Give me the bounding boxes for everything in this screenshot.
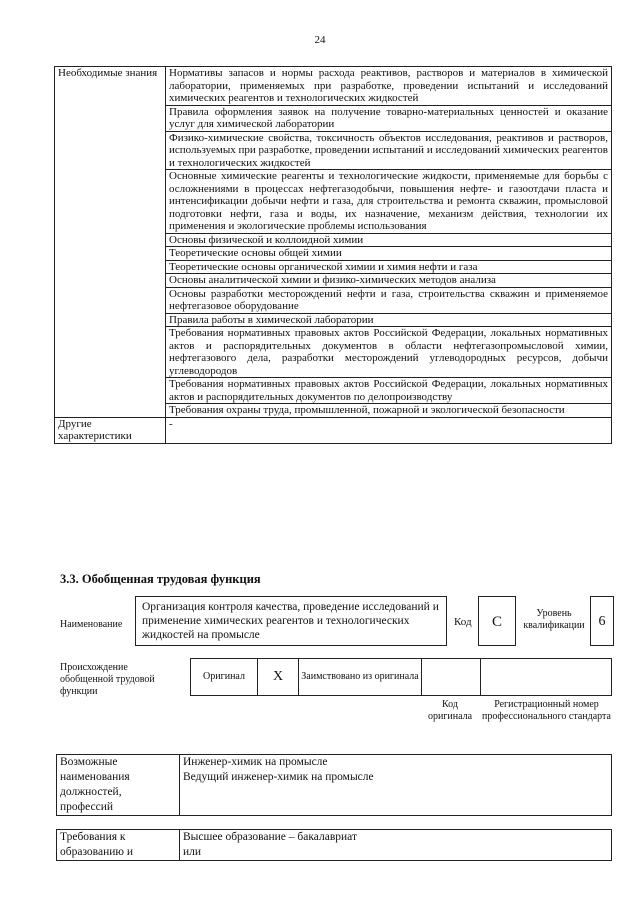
knowledge-item: Основные химические реагенты и технологические жидкости, применяемые для борьбы с осложнениями в процессах нефтегазодобычи, повышения нефте- и газоотдачи пласта и интенсификации добычи нефти и газа, для строительства и ремонта скважин, промысловой подготовки нефти, газа и воды, их назначение, механизм действия, технологии их применения и экологические проблемы использования xyxy=(166,170,612,234)
original-mark: X xyxy=(258,659,299,696)
qualification-level-label: Уровень квалификации xyxy=(523,608,585,631)
possible-positions-values xyxy=(180,755,612,816)
qualification-level-box: 6 xyxy=(590,596,614,646)
knowledge-item: Теоретические основы общей химии xyxy=(166,247,612,261)
education-line: или xyxy=(183,846,202,858)
knowledge-item: Физико-химические свойства, токсичность объектов исследования, реактивов и растворов, используемых при разработке, проведении испытаний и исследований химических реагентов и технологических жидкостей xyxy=(166,131,612,170)
knowledge-item: Требования охраны труда, промышленной, пожарной и экологической безопасности xyxy=(166,404,612,418)
knowledge-item: Основы физической и коллоидной химии xyxy=(166,233,612,247)
required-knowledge-label: Необходимые знания xyxy=(55,67,166,418)
position-name: Ведущий инженер-химик на промысле xyxy=(183,771,374,783)
function-code-label: Код xyxy=(454,616,472,628)
section-heading: 3.3. Обобщенная трудовая функция xyxy=(60,572,261,586)
function-name-label: Наименование xyxy=(60,619,123,630)
table-row xyxy=(57,755,612,816)
table-row xyxy=(55,67,612,106)
required-knowledge-table xyxy=(54,66,612,444)
knowledge-item: Требования нормативных правовых актов Российской Федерации, локальных нормативных актов и распорядительных документов по делопроизводству xyxy=(166,378,612,404)
code-original-cell xyxy=(422,659,481,696)
knowledge-item: Требования нормативных правовых актов Российской Федерации, локальных нормативных актов и распорядительных документов в области нефтегазопромысловой химии, нефтегазового дела, разработки месторождений углеводородных ресурсов, добычи углеводородов xyxy=(166,327,612,378)
knowledge-item: Основы разработки месторождений нефти и газа, строительства скважин и применяемое нефтегазовое оборудование xyxy=(166,287,612,313)
table-row xyxy=(191,659,612,696)
education-requirements-table xyxy=(56,829,612,861)
original-label: Оригинал xyxy=(191,659,258,696)
knowledge-item: Основы аналитической химии и физико-химических методов анализа xyxy=(166,274,612,288)
position-name: Инженер-химик на промысле xyxy=(183,756,328,768)
table-row xyxy=(55,417,612,443)
other-characteristics-label: Другие характеристики xyxy=(55,417,166,443)
knowledge-item: Теоретические основы органической химии и химия нефти и газа xyxy=(166,260,612,274)
knowledge-item: Правила оформления заявок на получение товарно-материальных ценностей и оказание услуг для химической лаборатории xyxy=(166,105,612,131)
origin-label: Происхождение обобщенной трудовой функции xyxy=(60,662,155,697)
reg-number-cell xyxy=(481,659,612,696)
origin-table xyxy=(190,658,612,696)
code-original-note: Код оригинала xyxy=(427,699,473,722)
borrowed-label: Заимствовано из оригинала xyxy=(299,659,422,696)
education-requirements-values xyxy=(180,830,612,861)
knowledge-item: Правила работы в химической лаборатории xyxy=(166,313,612,327)
function-code-box: С xyxy=(478,596,516,646)
function-name-box: Организация контроля качества, проведение исследований и применение химических реагентов и технологических жидкостей на промысле xyxy=(135,596,447,646)
other-characteristics-value: - xyxy=(166,417,612,443)
possible-positions-label: Возможные наименования должностей, профессий xyxy=(57,755,180,816)
possible-positions-table xyxy=(56,754,612,816)
page-number: 24 xyxy=(314,34,326,46)
knowledge-item: Нормативы запасов и нормы расхода реактивов, растворов и материалов в химической лаборатории, применяемых при разработке, проведении испытаний и исследований химических реагентов и технологических жидкостей xyxy=(166,67,612,106)
table-row xyxy=(57,830,612,861)
reg-number-note: Регистрационный номер профессионального стандарта xyxy=(482,699,611,722)
education-line: Высшее образование – бакалавриат xyxy=(183,831,357,843)
education-requirements-label: Требования к образованию и xyxy=(57,830,180,861)
